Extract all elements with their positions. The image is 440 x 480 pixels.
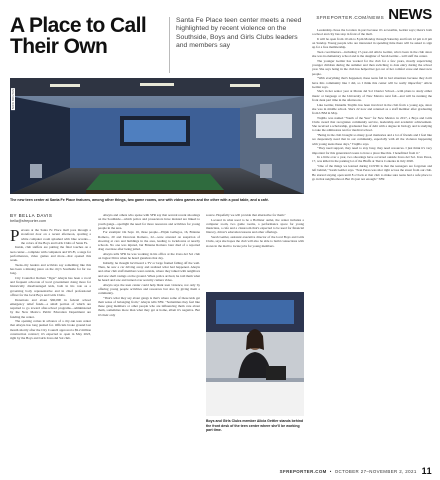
footer-date: OCTOBER 27–NOVEMBER 2, 2021 — [334, 468, 417, 474]
paragraph: "They need support, they need to stay busy, they need resources. I just think it's very important for this generation's teens to have a place like this. I benefitted from it." — [312, 146, 432, 155]
paragraph: Located in what used to be a Hollister outlet, the center includes a computer room, two game rooms, a performance space for young musicians, a cafe and a classroom that's expected to be used for financial literacy, driver's education lessons and other offerings. — [206, 217, 304, 235]
paragraph: Donations and about $60,000 in federal school emergency relief funds—a small portion of which are required to go toward after-school programs—administered by the New Mexico Public Education Department are funding the center. — [10, 297, 91, 319]
footer-bullet-icon: • — [329, 468, 332, 474]
paragraph: "With everything that's happened, these teens fall in bad situations because they don't have this community like I did, so I think this center will be really impactful," Alicia Gettler says. — [312, 76, 432, 89]
footer — [280, 466, 432, 476]
inset-photo — [206, 292, 304, 416]
body-column-3 — [206, 213, 304, 248]
paragraph: The opening comes in advance of a city-run teen center that Abeyta has long pushed for. Officials broke ground last month shortly after the City Council approved a $9.2 million construction contract; it's expected to open in May 2023, right by the Boys and Girls Zona del Sol club. — [10, 319, 91, 341]
photo-credit: NICK BOUTAS — [11, 89, 15, 110]
paragraph: Abeyta says the teen center could help blunt teen violence, not only by offering young people activities and resources but also by giving them a community. — [98, 282, 200, 296]
teen-center-photo — [10, 78, 304, 194]
paragraph: "One of the things we learned during COVID is that the teenagers are forgotten and left behind," Sarah Gettler says. "Ivan Perea was shot right across the street from our club. He started staying open until 8 o'clock at that club to make sure teens had a safe place to go in that neighborhood. But it's just not enough." SFR — [312, 164, 432, 181]
paragraph: Trujillo was named "Youth of the Year" for New Mexico in 2017, a Boys and Girls Clubs award that recognizes community service, leadership and academic achievement. She received a scholarship, graduated free of debt with a degree in biology and is studying to take the admissions test for medical school. — [312, 115, 432, 133]
alicia-gettler-photo — [206, 292, 304, 416]
headline: A Place to Call Their Own — [10, 14, 147, 58]
footer-site[interactable]: SFREPORTER.COM — [279, 468, 327, 474]
body-column-2 — [98, 213, 200, 317]
paragraph: "Being in the club brought so many good memories and a lot of friends and I feel like we desperately need that in our community, especially with all the violence happening with young teens these days," Trujillo says. — [312, 133, 432, 146]
paragraph: Teen coordinators—including 17-year-old Alicia Gettler, who's been in the club since she was in elementary school and is the daughter of Sarah Gettler—will staff the center. — [312, 50, 432, 59]
paragraph: City Councilor Roman "Tiger" Abeyta has been a vocal and frequent advocate of local government doing more for historically disadvantaged kids, both in his role as a governing body representative and in chief professional officer for the local Boys and Girls Clubs. — [10, 275, 91, 297]
paragraph: source. Hopefully we will provide that alternative for them." — [206, 213, 286, 217]
body-column-1 — [10, 228, 91, 341]
paragraph: In a little over a year, two shootings have occurred outside Zona del Sol. Ivan Perea, 17, was killed in the parking lot of the Bluffs at Tierra Contenta in July 2020. — [312, 155, 432, 164]
paragraph: Initially, he thought he'd heard a TV or large framed falling off the wall. Then, he saw a car driving away and realized what had happened. Abeyta and other club staff members went outside, where they talked with neighbors and saw shell casings on the ground. When police arrived, he told them what he heard and saw and turned over security camera video. — [98, 260, 200, 282]
paragraph: Abeyta and others who spoke with SFR say that several recent shootings on the Southside—which police and prosecutors have insisted are linked to youth gangs—spotlight the need for more resources and activities for young people in the area. — [98, 213, 200, 230]
paragraph: "That's what they say about gangs is that's where some of these kids get their sense of belonging from," Abeyta tells SFR. "Sometimes they feel like these gang members or other people who are influencing them care about them, sometimes more than what they get at home, albeit it's negative. But it's their only — [98, 295, 200, 317]
paragraph: For example: On Sept. 16, three people—Elijah Gallegos, 16, Brianna Romero, 20 and Donovan Romero, 22—were arrested on suspicion of shooting at cars and buildings in the area, leading to lockdowns at nearby schools. No one was injured, but Brianna Romero later died of a reported drug overdose after being jailed. — [98, 230, 200, 252]
byline — [10, 213, 90, 223]
byline-email[interactable]: bella@sfreporter.com — [10, 219, 47, 223]
paragraph: Teens-city leaders and activists say something like this has been a missing piece on the city's Southside for far too long. — [10, 262, 91, 276]
deck: Santa Fe Place teen center meets a need highlighted by recent violence on the Southside, Boys and Girls Clubs leaders and members say — [176, 17, 302, 49]
main-photo — [10, 78, 304, 194]
lead-paragraph: Persons at the Santa Fe Place mall pore through a storefront door on a recent afternoon, spotting a white computer room splashed with blue accents—the colors of the Boys and Girls Clubs of Santa Fe. — [10, 226, 91, 245]
paragraph: Like Gettler, Danielle Trujillo has been involved in the club from a young age, since she was in middle school. She's 22 now and returned as a staff member after graduating from UNM in May. — [312, 102, 432, 116]
headline-divider — [169, 17, 170, 73]
main-caption: The new teen center at Santa Fe Place features, among other things, two game rooms, one with video games and the other with a pool table, and a café. — [10, 198, 270, 202]
paragraph: Abeyta tells SFR he was working in his office at the Zona del Sol club on Jaguar Drive when he heard gunshots that day. — [98, 252, 200, 261]
dropcap: P — [10, 226, 20, 245]
masthead — [316, 6, 432, 23]
masthead-site[interactable]: SFREPORTER.COM/NEWS — [316, 15, 385, 20]
byline-author: BY BELLA DAVIS — [10, 213, 53, 218]
paragraph: Leadership chose the location in part because it's accessible, Gettler says; there's both a school and city bus stop in front of the mall. — [312, 28, 432, 37]
paragraph: The younger Gettler has worked for the club for a few years, mostly supervising younger children during the summer and then switching to data entry during the school year. She says being in the club has helped her get out of her comfort zone and meet new people. — [312, 58, 432, 76]
paragraph: It will be open from 10 am to 8 pm Monday through Saturday and from 12 pm to 6 pm on Sunday. Young people who are interested in spending time there will be asked to sign up for a free membership. — [312, 36, 432, 50]
section-label: NEWS — [388, 6, 432, 23]
page-number: 11 — [421, 466, 432, 476]
paragraph: Sarah Gettler, assistant executive director of the local Boys and Girls Clubs, says she hopes the club will also be able to build connections with stores in the mall to locate jobs for young members. — [206, 235, 304, 248]
inset-caption: Boys and Girls Clubs member Alicia Gettler stands behind the front desk of the teen center where she'll be working part time. — [206, 419, 304, 432]
paragraph: She's in her senior year at Monte del Sol Charter School—with plans to study either music or language at the University of New Mexico next fall—and will be running the front desk part time in the afternoons. — [312, 89, 432, 102]
body-column-4 — [312, 28, 432, 181]
paragraph: Inside, club staffers are putting the final touches on a teen center—complete with computers and Wi-Fi, a stage for performances, video games and more—that opened this week. — [10, 245, 91, 263]
